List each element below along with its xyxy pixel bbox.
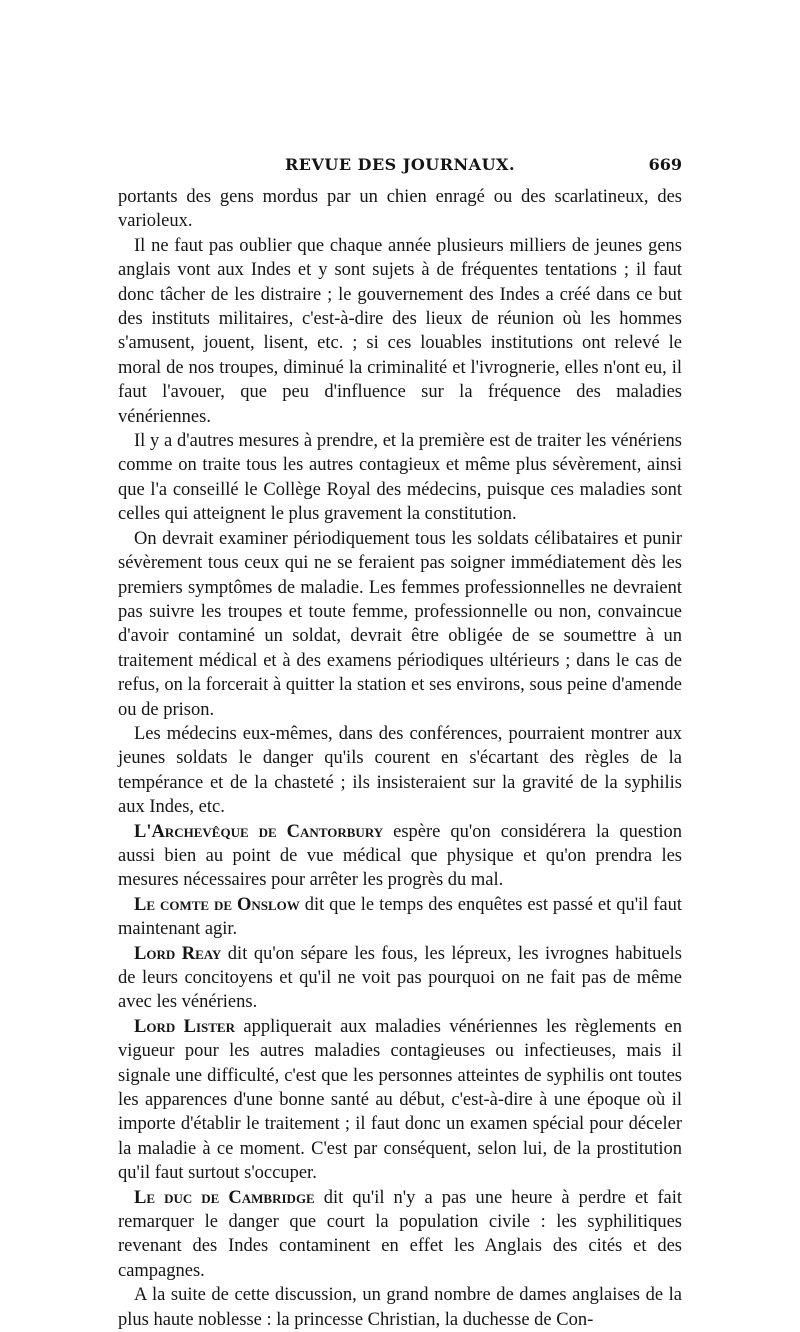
paragraph-3: Il y a d'autres mesures à prendre, et la première est de traiter les vénériens comme on traite tous les autres contagieux et même plus sévèrement, ainsi que l'a conseillé le Collège Royal des médecins, puisque ces maladies sont celles qui atteignent le plus gravement la constitution. [118, 431, 682, 525]
book-page [118, 155, 682, 1332]
running-title: REVUE DES JOURNAUX. [284, 155, 516, 174]
paragraph-10: Le duc de Cambridge dit qu'il n'y a pas une heure à perdre et fait remarquer le danger que court la population civile : les syphilitiques revenant des Indes contaminent en effet les Anglais des cités et des campagnes. [118, 1187, 682, 1281]
paragraph-5: Les médecins eux-mêmes, dans des conférences, pourraient montrer aux jeunes soldats le danger qu'ils courent en s'écartant des règles de la tempérance et de la chasteté ; ils insisteraient sur la gravité de la syphilis aux Indes, etc. [118, 723, 682, 818]
paragraph-7: Le comte de Onslow dit que le temps des enquêtes est passé et qu'il faut maintenant agir. [118, 894, 682, 940]
speaker-name: Lord Reay [134, 943, 222, 964]
speaker-name: Le comte de Onslow [134, 894, 300, 915]
speaker-name: Lord Lister [134, 1016, 235, 1037]
paragraph-2: Il ne faut pas oublier que chaque année plusieurs milliers de jeunes gens anglais vont aux Indes et y sont sujets à de fréquentes tentations ; il faut donc tâcher de les distraire ; le gouvernement des Indes a créé dans ce but des instituts militaires, c'est-à-dire des lieux de réunion où les hommes s'amusent, jouent, lisent, etc. ; si ces louables institutions ont relevé le moral de nos troupes, diminué la criminalité et l'ivrognerie, elles n'ont eu, il faut l'avouer, que peu d'influence sur la fréquence des maladies vénériennes. [118, 235, 682, 427]
page-header [118, 155, 682, 185]
paragraph-11: A la suite de cette discussion, un grand nombre de dames anglaises de la plus haute noblesse : la princesse Christian, la duchesse de Con- [118, 1285, 682, 1330]
paragraph-4: On devrait examiner périodiquement tous les soldats célibataires et punir sévèrement tous ceux qui ne se feraient pas soigner immédiatement dès les premiers symptômes de maladie. Les femmes professionnelles ne devraient pas suivre les troupes et toute femme, professionnelle ou non, convaincue d'avoir contaminé un soldat, devrait être obligée de se soumettre à un traitement médical et à des examens périodiques ultérieurs ; dans le cas de refus, on la forcerait à quitter la station et ses environs, sous peine d'amende ou de prison. [118, 528, 682, 720]
paragraph-8: Lord Reay dit qu'on sépare les fous, les lépreux, les ivrognes habituels de leurs concitoyens et qu'il ne voit pas pourquoi on ne fait pas de même avec les vénériens. [118, 943, 682, 1013]
speaker-name: L'Archevêque de Cantorbury [134, 821, 384, 842]
paragraph-6: L'Archevêque de Cantorbury espère qu'on considérera la question aussi bien au point de vue médical que physique et qu'on prendra les mesures nécessaires pour arrêter les progrès du mal. [118, 821, 683, 891]
body-text [118, 185, 682, 1332]
speaker-name: Le duc de Cambridge [134, 1187, 315, 1208]
paragraph-1: portants des gens mordus par un chien enragé ou des scarlatineux, des varioleux. [118, 187, 682, 232]
paragraph-9: Lord Lister appliquerait aux maladies vénériennes les règlements en vigueur pour les autres maladies contagieuses ou infectieuses, mais il signale une difficulté, c'est que les personnes atteintes de syphilis ont toutes les apparences d'une bonne santé au début, c'est-à-dire à une époque où il importe d'établir le traitement ; il faut donc un examen spécial pour déceler la maladie à ce moment. C'est par conséquent, selon lui, de la prostitution qu'il faut surtout s'occuper. [118, 1016, 682, 1184]
page-number: 669 [648, 155, 682, 174]
